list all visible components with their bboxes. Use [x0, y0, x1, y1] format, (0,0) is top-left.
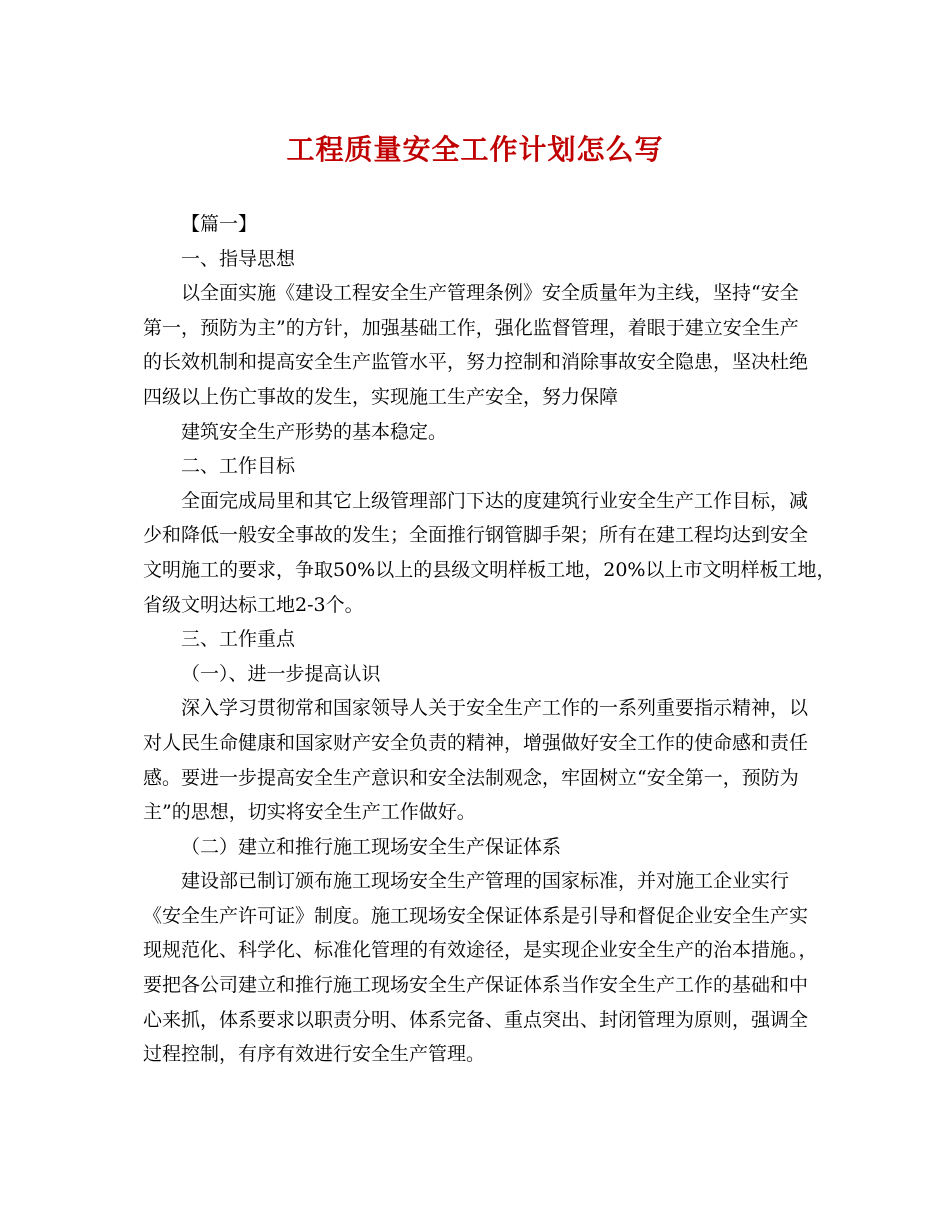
paragraph-line: 现规范化、科学化、标准化管理的有效途径，是实现企业安全生产的治本措施。， [143, 939, 818, 962]
heading-work-focus: 三、工作重点 [181, 628, 296, 651]
paragraph-line: 文明施工的要求，争取50%以上的县级文明样板工地，20%以上市文明样板工地， [143, 558, 836, 581]
paragraph-line: 省级文明达标工地2-3个。 [143, 593, 364, 616]
paragraph-line: 要把各公司建立和推行施工现场安全生产保证体系当作安全生产工作的基础和中 [143, 974, 809, 997]
paragraph-line: 深入学习贯彻常和国家领导人关于安全生产工作的一系列重要指示精神，以 [181, 697, 809, 720]
paragraph-line: 以全面实施《建设工程安全生产管理条例》安全质量年为主线，坚持“安全 [181, 282, 799, 305]
paragraph-line: 四级以上伤亡事故的发生，实现施工生产安全，努力保障 [143, 385, 619, 408]
paragraph-line: 全面完成局里和其它上级管理部门下达的度建筑行业安全生产工作目标，减 [181, 489, 809, 512]
paragraph-line: 少和降低一般安全事故的发生；全面推行钢管脚手架；所有在建工程均达到安全 [143, 524, 809, 547]
heading-work-goals: 二、工作目标 [181, 455, 296, 478]
document-title: 工程质量安全工作计划怎么写 [286, 133, 664, 166]
paragraph-line: 过程控制，有序有效进行安全生产管理。 [143, 1043, 486, 1066]
paragraph-line: 建设部已制订颁布施工现场安全生产管理的国家标准，并对施工企业实行 [181, 870, 790, 893]
paragraph-line: 心来抓，体系要求以职责分明、体系完备、重点突出、封闭管理为原则，强调全 [143, 1008, 809, 1031]
subheading-safety-system: （二）建立和推行施工现场安全生产保证体系 [181, 835, 562, 858]
paragraph-line: 主”的思想，切实将安全生产工作做好。 [143, 801, 476, 824]
paragraph-line: 感。要进一步提高安全生产意识和安全法制观念，牢固树立“安全第一，预防为 [143, 766, 799, 789]
document-body [143, 207, 836, 1072]
paragraph-line: 的长效机制和提高安全生产监管水平，努力控制和消除事故安全隐患，坚决杜绝 [143, 351, 809, 374]
paragraph-line: 第一，预防为主”的方针，加强基础工作，强化监督管理，着眼于建立安全生产 [143, 316, 799, 339]
paragraph-line: 对人民生命健康和国家财产安全负责的精神，增强做好安全工作的使命感和责任 [143, 731, 809, 754]
paragraph-line: 《安全生产许可证》制度。施工现场安全保证体系是引导和督促企业安全生产实 [143, 904, 809, 927]
section-label: 【篇一】 [181, 213, 258, 235]
heading-guiding-thought: 一、指导思想 [181, 247, 296, 270]
paragraph-line: 建筑安全生产形势的基本稳定。 [181, 420, 448, 443]
subheading-improve-awareness: （一）、进一步提高认识 [181, 662, 381, 685]
